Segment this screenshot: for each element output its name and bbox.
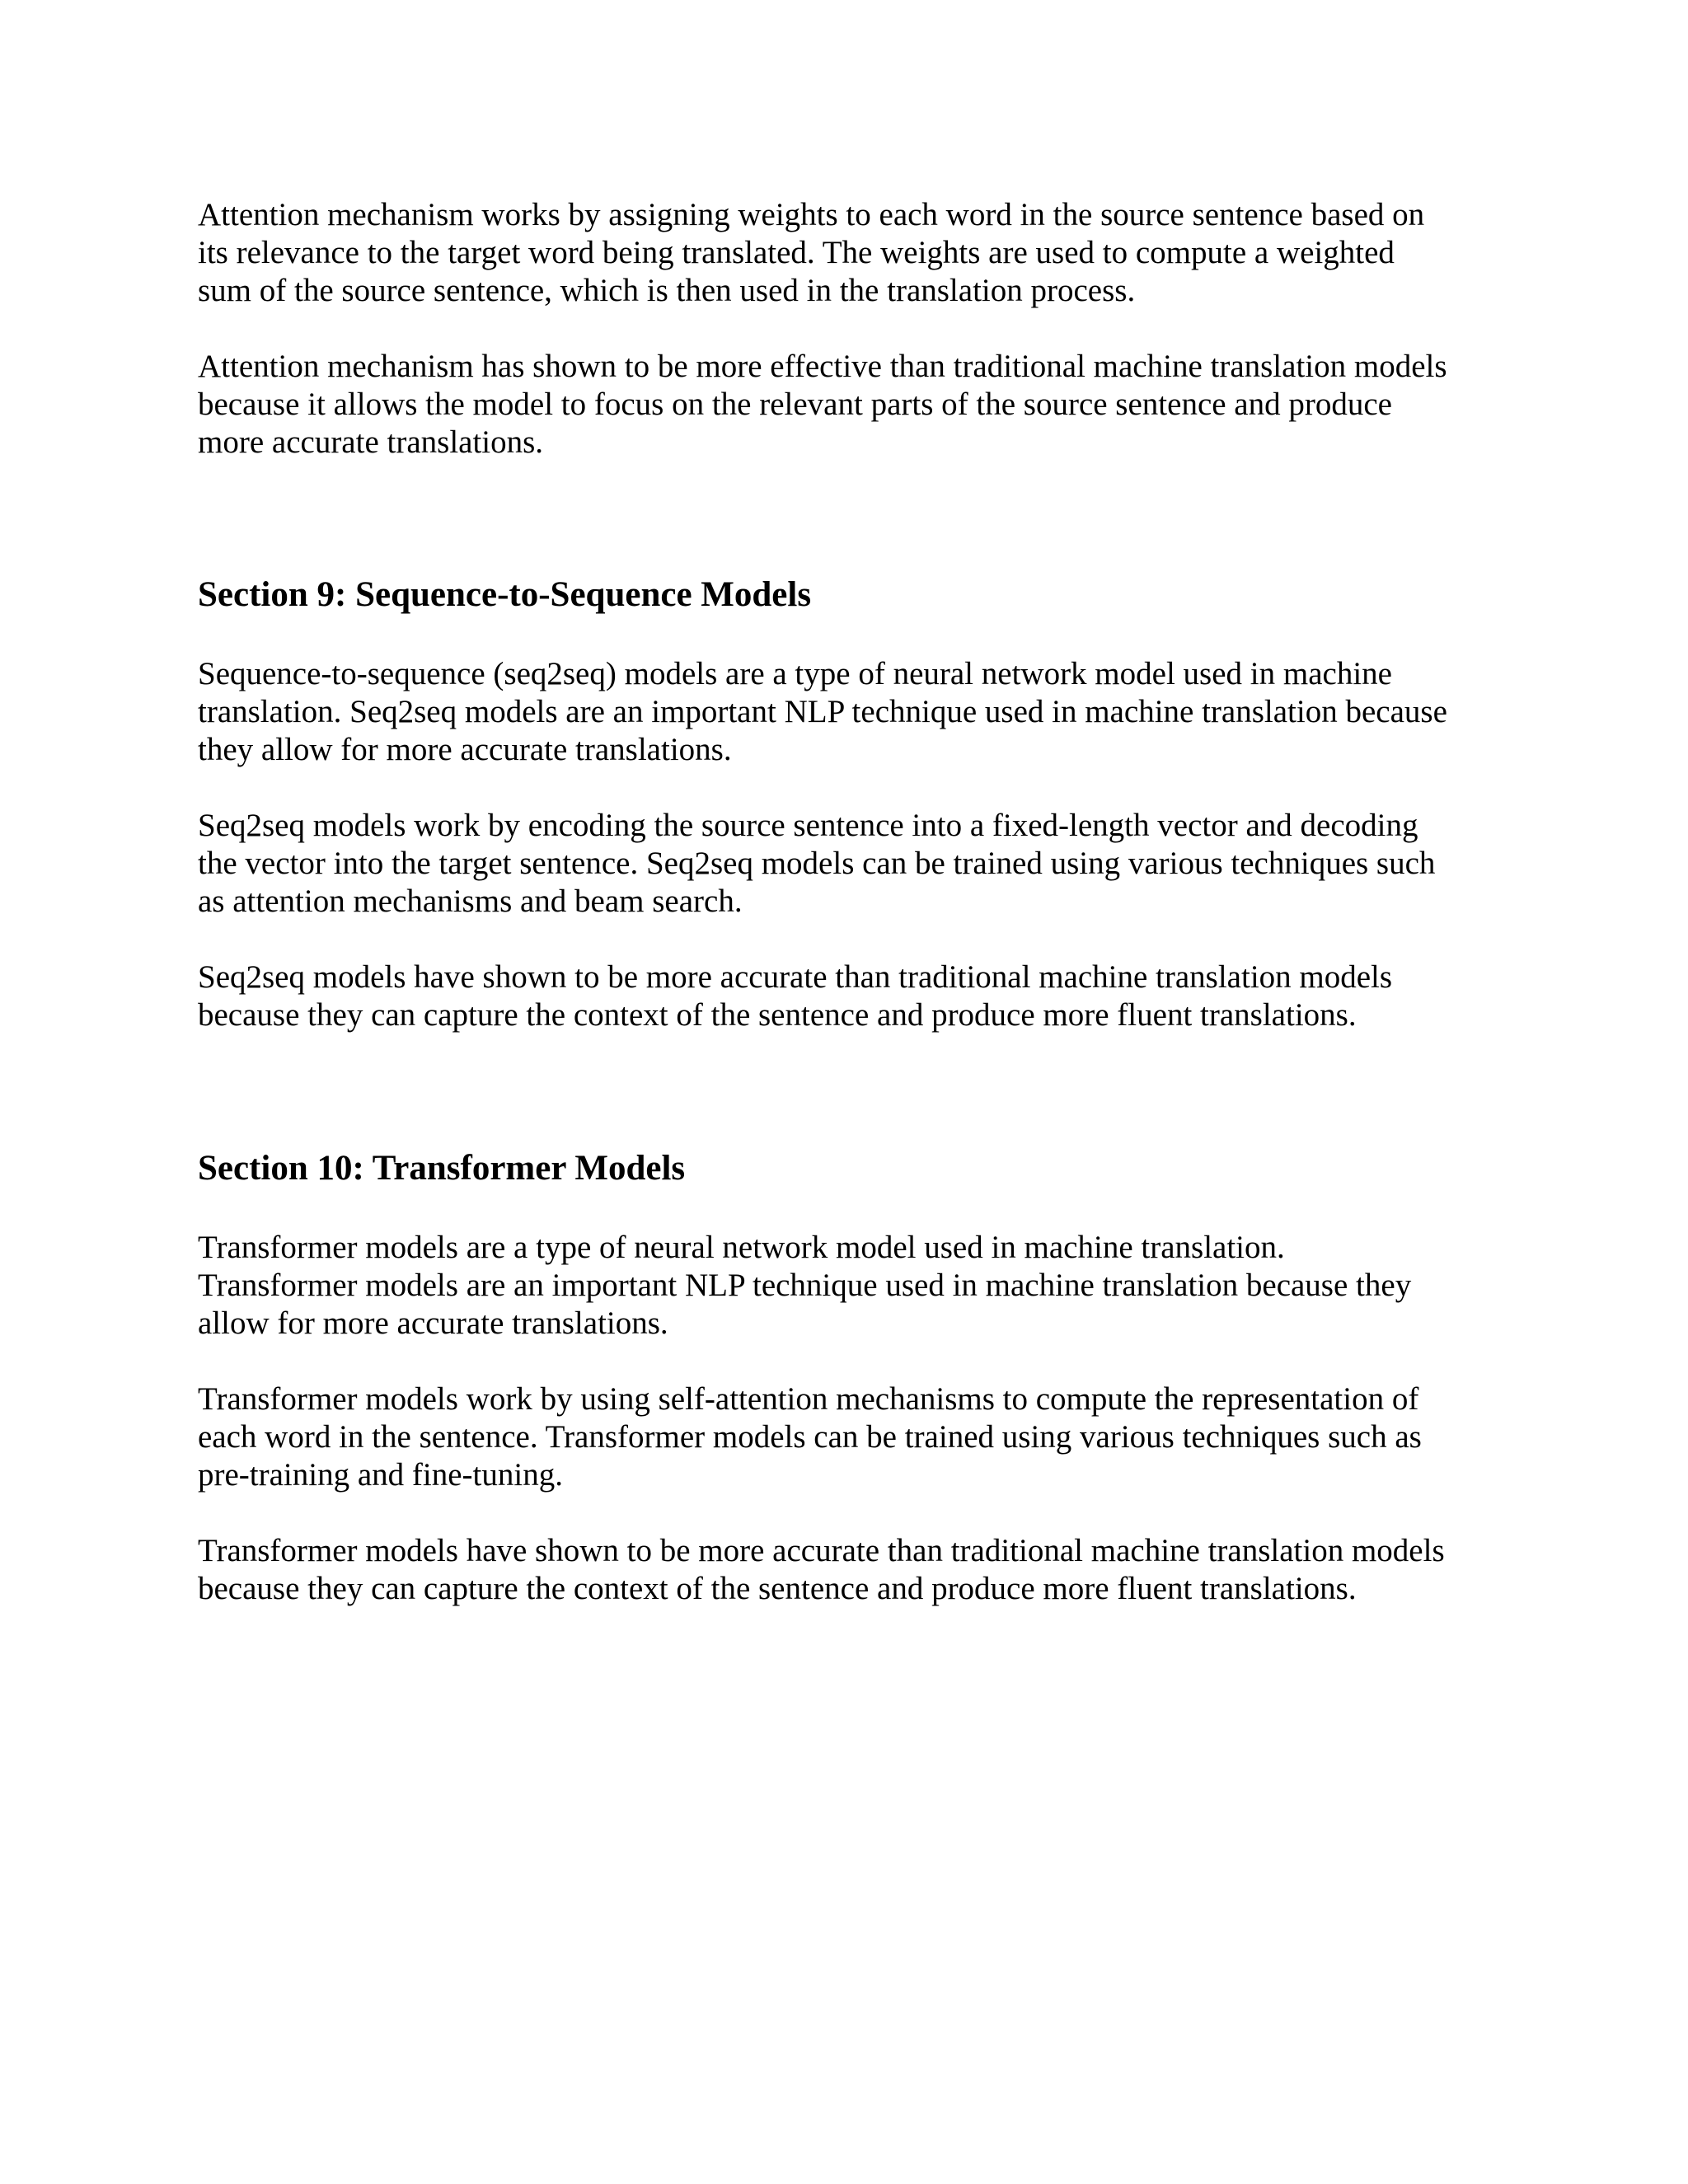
text-line: its relevance to the target word being translated. The weights are used to compute a weighted xyxy=(198,235,1395,270)
text-line: Transformer models are a type of neural network model used in machine translation. xyxy=(198,1230,1285,1265)
section-9-heading: Section 9: Sequence-to-Sequence Models xyxy=(198,575,812,614)
text-line: the vector into the target sentence. Seq2seq models can be trained using various techniques such xyxy=(198,846,1436,881)
text-line: allow for more accurate translations. xyxy=(198,1305,668,1341)
text-line: because it allows the model to focus on the relevant parts of the source sentence and produce xyxy=(198,387,1392,422)
section-10-heading: Section 10: Transformer Models xyxy=(198,1149,686,1188)
paragraph-seq2seq-intro xyxy=(198,655,1533,769)
text-line: Attention mechanism has shown to be more effective than traditional machine translation models xyxy=(198,349,1447,384)
paragraph-transformer-intro xyxy=(198,1229,1533,1343)
paragraph-transformer-accurate xyxy=(198,1532,1533,1608)
text-line: sum of the source sentence, which is then used in the translation process. xyxy=(198,273,1136,308)
text-line: translation. Seq2seq models are an important NLP technique used in machine translation because xyxy=(198,694,1447,729)
text-line: Seq2seq models work by encoding the source sentence into a fixed-length vector and decoding xyxy=(198,808,1418,843)
paragraph-attention-how xyxy=(198,196,1533,310)
paragraph-transformer-how xyxy=(198,1380,1533,1494)
text-line: Seq2seq models have shown to be more accurate than traditional machine translation models xyxy=(198,959,1393,995)
text-line: because they can capture the context of the sentence and produce more fluent translations. xyxy=(198,997,1357,1033)
text-line: Sequence-to-sequence (seq2seq) models are a type of neural network model used in machine xyxy=(198,656,1392,691)
text-line: they allow for more accurate translations. xyxy=(198,732,732,767)
paragraph-seq2seq-how xyxy=(198,807,1533,921)
text-line: each word in the sentence. Transformer models can be trained using various techniques such as xyxy=(198,1419,1422,1455)
text-line: Transformer models are an important NLP technique used in machine translation because they xyxy=(198,1268,1412,1303)
text-line: more accurate translations. xyxy=(198,424,544,460)
text-line: because they can capture the context of the sentence and produce more fluent translations. xyxy=(198,1571,1357,1606)
text-line: Attention mechanism works by assigning weights to each word in the source sentence based on xyxy=(198,197,1425,232)
text-line: Transformer models have shown to be more accurate than traditional machine translation models xyxy=(198,1533,1445,1568)
paragraph-seq2seq-accurate xyxy=(198,958,1533,1034)
text-line: as attention mechanisms and beam search. xyxy=(198,883,743,919)
text-line: pre-training and fine-tuning. xyxy=(198,1457,563,1493)
paragraph-attention-effective xyxy=(198,348,1533,462)
text-line: Transformer models work by using self-attention mechanisms to compute the representation of xyxy=(198,1381,1419,1417)
